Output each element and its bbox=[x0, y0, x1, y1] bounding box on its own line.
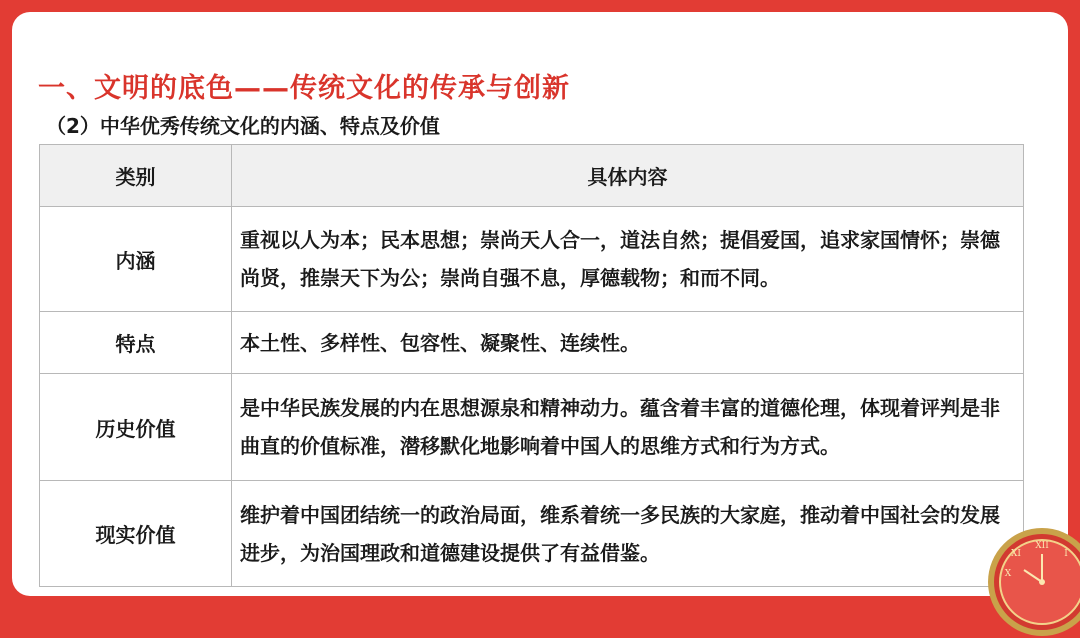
row-content: 维护着中国团结统一的政治局面，维系着统一多民族的大家庭，推动着中国社会的发展进步，为治国理政和道德建设提供了有益借鉴。 bbox=[232, 481, 1024, 587]
row-category: 特点 bbox=[40, 312, 232, 374]
row-content: 是中华民族发展的内在思想源泉和精神动力。蕴含着丰富的道德伦理，体现着评判是非曲直的价值标准，潜移默化地影响着中国人的思维方式和行为方式。 bbox=[232, 374, 1024, 481]
row-category: 现实价值 bbox=[40, 481, 232, 587]
table-header-row bbox=[40, 145, 1024, 207]
page-title: 一、文明的底色——传统文化的传承与创新 bbox=[38, 73, 570, 104]
slide-panel bbox=[12, 12, 1068, 596]
svg-text:XII: XII bbox=[1035, 541, 1049, 551]
content-table bbox=[39, 144, 1024, 587]
row-content: 重视以人为本；民本思想；崇尚天人合一，道法自然；提倡爱国，追求家国情怀；崇德尚贤，推崇天下为公；崇尚自强不息，厚德载物；和而不同。 bbox=[232, 207, 1024, 312]
table-row bbox=[40, 481, 1024, 587]
column-header-content: 具体内容 bbox=[232, 145, 1024, 207]
section-subtitle: （2）中华优秀传统文化的内涵、特点及价值 bbox=[46, 114, 440, 138]
table-row bbox=[40, 312, 1024, 374]
row-content: 本土性、多样性、包容性、凝聚性、连续性。 bbox=[232, 312, 1024, 374]
row-category: 内涵 bbox=[40, 207, 232, 312]
row-category: 历史价值 bbox=[40, 374, 232, 481]
svg-text:XI: XI bbox=[1011, 549, 1021, 559]
clock-icon bbox=[986, 526, 1080, 638]
column-header-category: 类别 bbox=[40, 145, 232, 207]
svg-text:X: X bbox=[1004, 569, 1012, 579]
svg-text:I: I bbox=[1064, 549, 1068, 559]
table-row bbox=[40, 374, 1024, 481]
table-row bbox=[40, 207, 1024, 312]
